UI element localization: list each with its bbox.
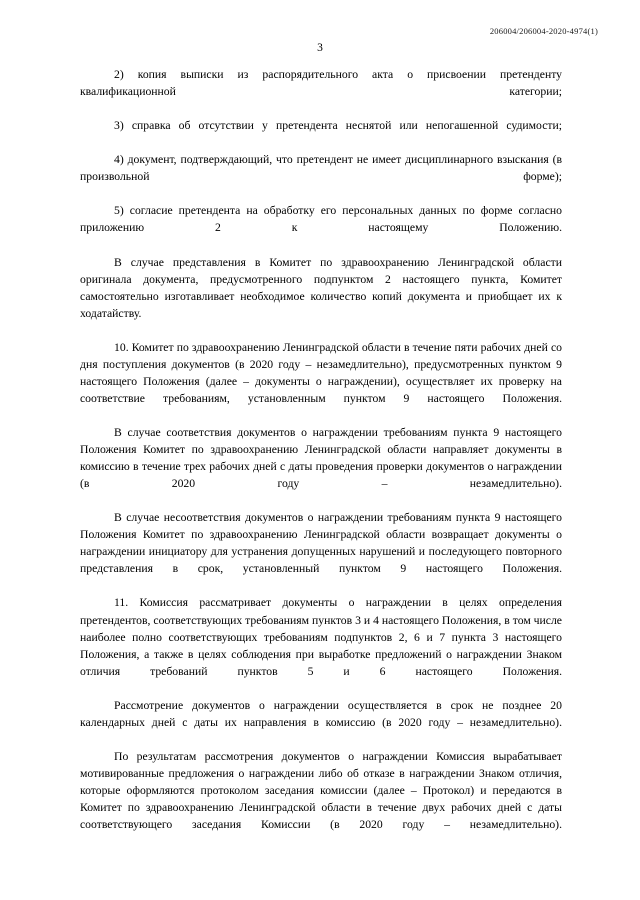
paragraph: 10. Комитет по здравоохранению Ленинградской области в течение пяти рабочих дней со дня поступления документов (в 2020 году – незамедлительно), предусмотренных пунктом 9 настоящего Положения (далее – документы о награждении), осуществляет их проверку на соответствие требованиям, установленным пунктом 9 настоящего Положения. <box>80 340 562 405</box>
document-code: 206004/206004-2020-4974(1) <box>489 26 598 36</box>
paragraph: В случае соответствия документов о награждении требованиям пункта 9 настоящего Положения Комитет по здравоохранению Ленинградской области направляет документы в комиссию в течение трех рабочих дней с даты проведения проверки документов о награждении (в 2020 году – незамедлительно). <box>80 425 562 491</box>
paragraph: В случае представления в Комитет по здравоохранению Ленинградской области оригинала документа, предусмотренного подпунктом 2 настоящего пункта, Комитет самостоятельно изготавливает необходимое количество копий документа и приобщает их к ходатайству. <box>80 255 562 320</box>
paragraph: Рассмотрение документов о награждении осуществляется в срок не позднее 20 календарных дней с даты их направления в комиссию (в 2020 году – незамедлительно). <box>80 698 562 729</box>
paragraph: По результатам рассмотрения документов о награждении Комиссия вырабатывает мотивированные предложения о награждении либо об отказе в награждении Знаком отличия, которые оформляются протоколом заседания комиссии (далее – Протокол) и передаются в Комитет по здравоохранению Ленинградской области в течение двух рабочих дней с даты соответствующего заседания Комиссии (в 2020 году – незамедлительно). <box>80 749 562 832</box>
paragraph: 4) документ, подтверждающий, что претендент не имеет дисциплинарного взыскания (в произвольной форме); <box>80 153 562 184</box>
paragraph: 5) согласие претендента на обработку его персональных данных по форме согласно приложению 2 к настоящему Положению. <box>80 204 562 235</box>
paragraph: 3) справка об отсутствии у претендента неснятой или непогашенной судимости; <box>114 119 562 133</box>
document-body <box>80 66 562 850</box>
paragraph: 11. Комиссия рассматривает документы о награждении в целях определения претендентов, соответствующих требованиям пунктов 3 и 4 настоящего Положения, в том числе наиболее полно соответствующих требованиям подпунктов 2, 6 и 7 пункта 3 настоящего Положения, а также в целях соблюдения при выработке предложений о награждении Знаком отличия требований пунктов 5 и 6 настоящего Положения. <box>80 596 562 678</box>
page-number: 3 <box>317 42 323 54</box>
paragraph: В случае несоответствия документов о награждении требованиям пункта 9 настоящего Положения Комитет по здравоохранению Ленинградской области возвращает документы о награждении инициатору для устранения допущенных нарушений и последующего повторного представления в срок, установленный пунктом 9 настоящего Положения. <box>80 511 562 576</box>
paragraph: 2) копия выписки из распорядительного акта о присвоении претенденту квалификационной категории; <box>80 68 562 99</box>
